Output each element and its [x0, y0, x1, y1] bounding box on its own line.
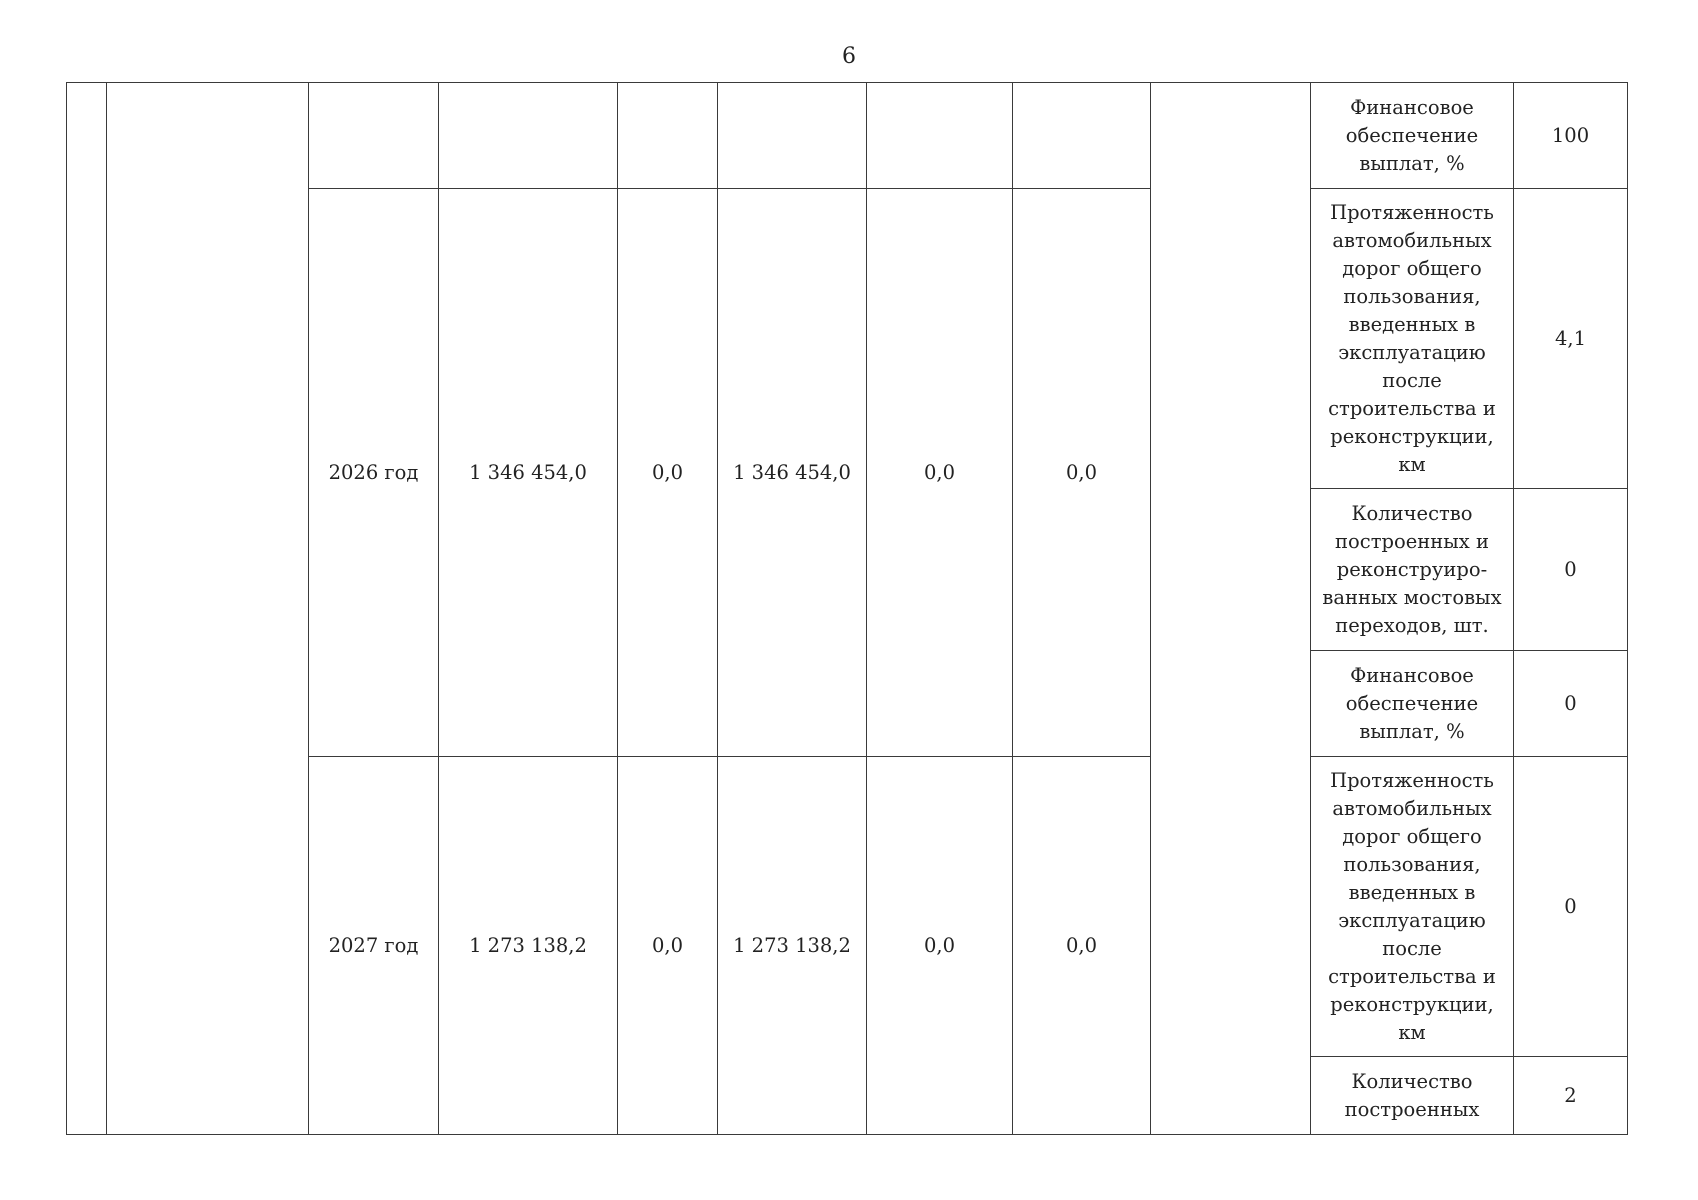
year-cell: 2027 год — [309, 757, 439, 1135]
other-cell: 0,0 — [1013, 189, 1151, 757]
year-cell — [309, 83, 439, 189]
federal-cell: 0,0 — [618, 189, 718, 757]
executor-cell — [1151, 83, 1311, 1135]
indicator-value: 0 — [1514, 489, 1628, 651]
regional-cell: 1 346 454,0 — [718, 189, 867, 757]
page-number: 6 — [842, 44, 856, 69]
federal-cell — [618, 83, 718, 189]
table-row — [67, 83, 1628, 189]
year-cell: 2026 год — [309, 189, 439, 757]
indicator-label: Протяженность автомобильных дорог общего пользования, введенных в эксплуатацию после строительства и реконструкции, км — [1311, 757, 1514, 1057]
indicator-label: Протяженность автомобильных дорог общего пользования, введенных в эксплуатацию после строительства и реконструкции, км — [1311, 189, 1514, 489]
indicator-label: Финансовое обеспечение выплат, % — [1311, 651, 1514, 757]
federal-cell: 0,0 — [618, 757, 718, 1135]
total-cell: 1 273 138,2 — [439, 757, 618, 1135]
indicator-value: 0 — [1514, 651, 1628, 757]
indicator-value: 4,1 — [1514, 189, 1628, 489]
number-cell — [67, 83, 107, 1135]
indicator-value: 100 — [1514, 83, 1628, 189]
regional-cell: 1 273 138,2 — [718, 757, 867, 1135]
indicator-label: Количество построенных — [1311, 1057, 1514, 1135]
other-cell — [1013, 83, 1151, 189]
local-cell: 0,0 — [867, 189, 1013, 757]
other-cell: 0,0 — [1013, 757, 1151, 1135]
local-cell: 0,0 — [867, 757, 1013, 1135]
local-cell — [867, 83, 1013, 189]
indicator-value: 0 — [1514, 757, 1628, 1057]
indicator-label: Количество построенных и реконструиро-ванных мостовых переходов, шт. — [1311, 489, 1514, 651]
total-cell — [439, 83, 618, 189]
regional-cell — [718, 83, 867, 189]
indicator-label: Финансовое обеспечение выплат, % — [1311, 83, 1514, 189]
measure-name-cell — [107, 83, 309, 1135]
indicator-value: 2 — [1514, 1057, 1628, 1135]
budget-table — [66, 82, 1628, 1135]
total-cell: 1 346 454,0 — [439, 189, 618, 757]
